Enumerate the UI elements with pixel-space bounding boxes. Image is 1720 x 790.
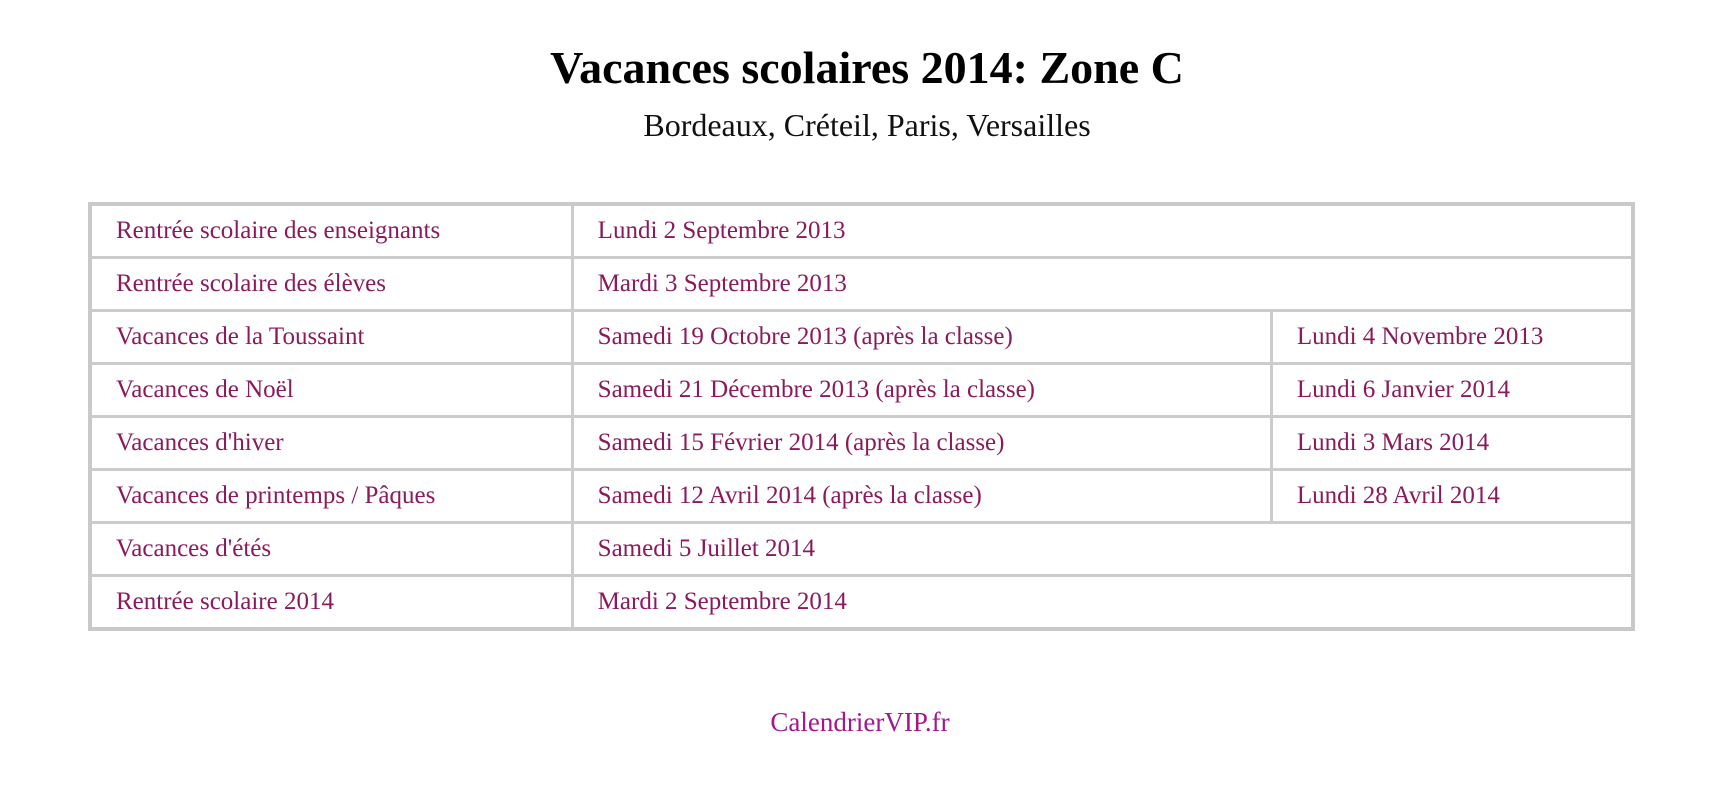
table-row	[90, 311, 1633, 364]
holiday-label-cell: Rentrée scolaire 2014	[90, 576, 572, 630]
holiday-end-cell: Lundi 6 Janvier 2014	[1271, 364, 1633, 417]
holiday-start-cell: Samedi 12 Avril 2014 (après la classe)	[572, 470, 1271, 523]
holiday-label-cell: Vacances d'étés	[90, 523, 572, 576]
holiday-label-cell: Vacances d'hiver	[90, 417, 572, 470]
holiday-label-cell: Vacances de la Toussaint	[90, 311, 572, 364]
page-title: Vacances scolaires 2014: Zone C	[550, 42, 1184, 93]
holiday-label-cell: Rentrée scolaire des enseignants	[90, 204, 572, 258]
table-row	[90, 523, 1633, 576]
table-row	[90, 470, 1633, 523]
holiday-label-cell: Vacances de printemps / Pâques	[90, 470, 572, 523]
holiday-start-cell: Samedi 19 Octobre 2013 (après la classe)	[572, 311, 1271, 364]
table-row	[90, 364, 1633, 417]
holiday-start-cell: Mardi 2 Septembre 2014	[572, 576, 1633, 630]
page-subtitle: Bordeaux, Créteil, Paris, Versailles	[643, 107, 1091, 143]
holiday-label-cell: Vacances de Noël	[90, 364, 572, 417]
footer-brand-link[interactable]: CalendrierVIP.fr	[770, 707, 950, 737]
holiday-start-cell: Samedi 15 Février 2014 (après la classe)	[572, 417, 1271, 470]
holiday-label-cell: Rentrée scolaire des élèves	[90, 258, 572, 311]
holiday-end-cell: Lundi 3 Mars 2014	[1271, 417, 1633, 470]
holiday-end-cell: Lundi 28 Avril 2014	[1271, 470, 1633, 523]
table-row	[90, 258, 1633, 311]
table-row	[90, 576, 1633, 630]
table-row	[90, 417, 1633, 470]
school-holidays-table	[88, 202, 1635, 631]
holiday-start-cell: Samedi 5 Juillet 2014	[572, 523, 1633, 576]
table-row	[90, 204, 1633, 258]
holiday-start-cell: Mardi 3 Septembre 2013	[572, 258, 1633, 311]
holiday-start-cell: Lundi 2 Septembre 2013	[572, 204, 1633, 258]
holiday-end-cell: Lundi 4 Novembre 2013	[1271, 311, 1633, 364]
holiday-start-cell: Samedi 21 Décembre 2013 (après la classe)	[572, 364, 1271, 417]
